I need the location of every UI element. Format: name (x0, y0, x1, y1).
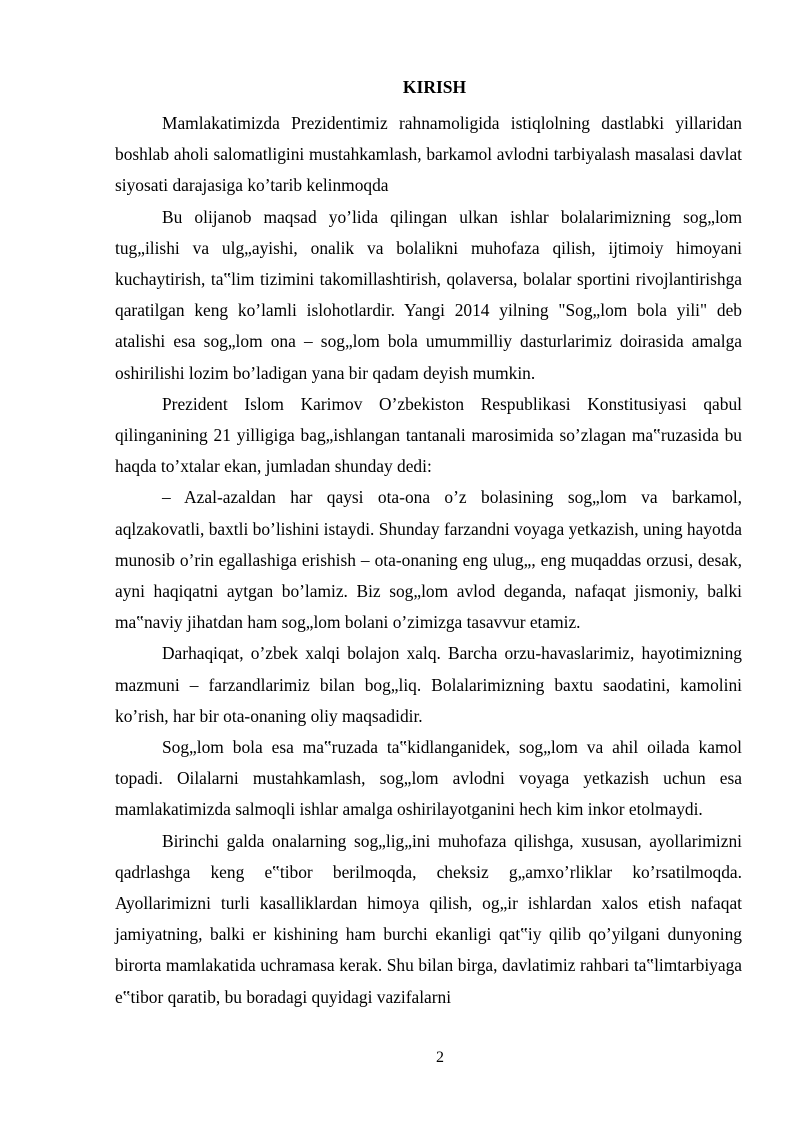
paragraph-2: Bu olijanob maqsad yo’lida qilingan ulkan ishlar bolalarimizning sog„lom tug„ilishi va ulg„ayishi, onalik va bolalikni muhofaza qilish, ijtimoiy himoyani kuchaytirish, ta‟lim tizimini takomillashtirish, qolaversa, bolalar sportini rivojlantirishga qaratilgan keng ko’lamli islohotlardir. Yangi 2014 yilning "Sog„lom bola yili" deb atalishi esa sog„lom ona – sog„lom bola umummilliy dasturlarimiz doirasida amalga oshirilishi lozim bo’ladigan yana bir qadam deyish mumkin. (115, 206, 742, 383)
page-number: 2 (436, 1049, 444, 1066)
paragraph-3: Prezident Islom Karimov O’zbekiston Respublikasi Konstitusiyasi qabul qilinganining 21 yilligiga bag„ishlangan tantanali marosimida so’zlagan ma‟ruzasida bu haqda to’xtalar ekan, jumladan shunday dedi: (115, 393, 742, 477)
section-title: KIRISH (402, 77, 467, 97)
paragraph-6: Sog„lom bola esa ma‟ruzada ta‟kidlanganidek, sog„lom va ahil oilada kamol topadi. Oilalarni mustahkamlash, sog„lom avlodni voyaga yetkazish uchun esa mamlakatimizda salmoqli ishlar amalga oshirilayotganini hech kim inkor etolmaydi. (115, 737, 742, 820)
paragraph-4: – Azal-azaldan har qaysi ota-ona o’z bolasining sog„lom va barkamol, aqlzakovatli, baxtli bo’lishini istaydi. Shunday farzandni voyaga yetkazish, uning hayotda munosib o’rin egallashiga erishish – ota-onaning eng ulug„, eng muqaddas orzusi, desak, ayni haqiqatni aytgan bo’lamiz. Biz sog„lom avlod deganda, nafaqat jismoniy, balki ma‟naviy jihatdan ham sog„lom bolani o’zimizga tasavvur etamiz. (115, 487, 742, 633)
document-page (115, 77, 742, 1013)
paragraph-1: Mamlakatimizda Prezidentimiz rahnamoligida istiqlolning dastlabki yillaridan boshlab aholi salomatligini mustahkamlash, barkamol avlodni tarbiyalash masalasi davlat siyosati darajasiga ko’tarib kelinmoqda (115, 113, 742, 196)
paragraph-5: Darhaqiqat, o’zbek xalqi bolajon xalq. Barcha orzu-havaslarimiz, hayotimizning mazmuni – farzandlarimiz bilan bog„liq. Bolalarimizning baxtu saodatini, kamolini ko’rish, har bir ota-onaning oliy maqsadidir. (115, 643, 742, 726)
paragraph-7: Birinchi galda onalarning sog„lig„ini muhofaza qilishga, xususan, ayollarimizni qadrlashga keng e‟tibor berilmoqda, cheksiz g„amxo’rliklar ko’rsatilmoqda. Ayollarimizni turli kasalliklardan himoya qilish, og„ir ishlardan xalos etish nafaqat jamiyatning, balki er kishining ham burchi ekanligi qat‟iy qilib qo’yilgani dunyoning birorta mamlakatida uchramasa kerak. Shu bilan birga, davlatimiz rahbari ta‟limtarbiyaga e‟tibor qaratib, bu boradagi quyidagi vazifalarni (115, 830, 742, 1007)
